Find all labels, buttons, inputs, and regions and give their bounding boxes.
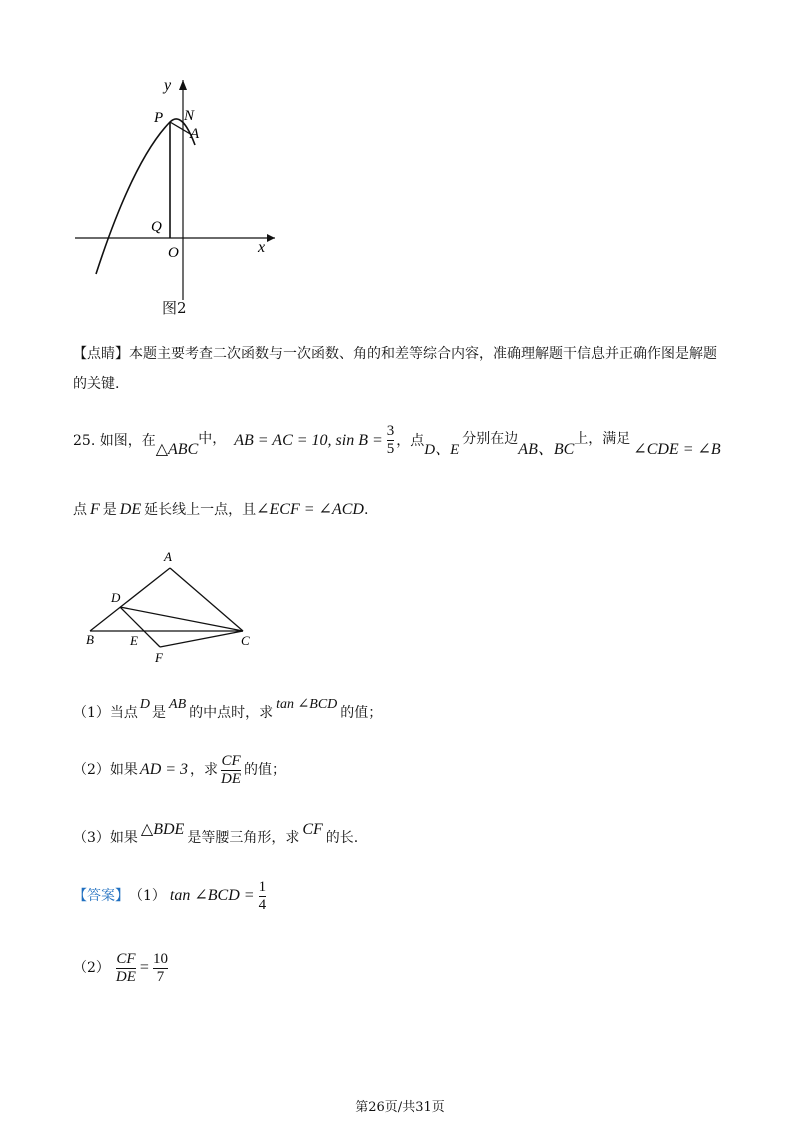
label-x: x [258,239,266,256]
label-b: B [86,632,94,647]
x-axis-arrow [267,234,275,242]
a2-left-numerator: CF [116,950,136,967]
text-extension: 延长线上一点，且 [144,502,257,518]
a1-expr: tan ∠BCD = [169,887,255,904]
label-c: C [241,633,250,648]
text-shang: 上，满足 [574,430,631,447]
q1-text-d: 的值； [340,705,383,721]
a2-right-denominator: 7 [156,968,165,985]
q1-tan-expr: tan ∠BCD [276,697,338,712]
a1-numerator: 1 [258,878,267,895]
problem-25-line-2 [73,500,368,520]
q3-triangle-bde: △BDE [140,821,185,838]
parabola-curve [96,119,195,274]
sin-denominator: 5 [386,441,395,457]
q1-point-d: D [139,697,151,712]
a2-left-fraction [116,951,136,986]
segment-de: DE [119,501,142,518]
q2-text-c: 的值； [244,762,287,778]
a2-left-denominator: DE [115,968,136,985]
sin-numerator: 3 [386,423,395,439]
answer-1 [73,876,266,916]
text-zhong: 中， [198,430,227,447]
angle-ecf-acd: ∠ECF = ∠ACD [256,501,364,518]
figure-2-parabola-graph [60,60,300,330]
figure-2-caption: 图2 [162,299,187,317]
text-period: . [363,502,369,518]
label-f: F [155,650,163,665]
triangle-abc: △ABC [155,440,199,458]
label-e: E [130,633,138,648]
page-footer: 第26页/共31页 [355,1100,445,1115]
q2-condition: AD = 3 [139,761,189,778]
problem-number: 25. 如图，在 [73,432,156,449]
label-d: D [111,590,121,605]
label-q: Q [151,219,162,235]
triangle-figure [80,545,270,670]
a1-label: （1） [129,888,166,904]
sides-ab-bc: AB、BC [518,440,575,458]
a2-equals: = [139,959,149,976]
label-o: O [168,245,179,261]
q3-text-c: 的长. [325,830,359,846]
q2-numerator: CF [221,752,241,769]
comment-line-1 [73,344,717,364]
label-p: P [154,110,164,126]
given-condition: AB = AC = 10, sin B = [234,431,383,449]
segment-dc [120,607,243,631]
a1-fraction [259,879,267,914]
a2-right-numerator: 10 [152,950,168,967]
point-f: F [90,501,100,518]
q1-text-b: 是 [152,705,167,721]
text-fenbie: 分别在边 [462,430,519,447]
side-ac [170,568,243,631]
label-n: N [184,108,195,124]
comment-text-1: 本题主要考查二次函数与一次函数、角的和差等综合内容，准确理解题干信息并正确作图是解题 [129,346,717,362]
segment-fc [160,631,243,647]
problem-25-line-1 [73,423,721,458]
y-axis-arrow [179,80,187,90]
q3-text-b: 是等腰三角形，求 [187,830,300,846]
side-ab [90,568,170,631]
a2-label: （2） [73,960,110,976]
text-dian: ，点 [396,432,425,449]
angle-condition: ∠CDE = ∠B [633,440,721,458]
a1-denominator: 4 [258,896,267,913]
label-y: y [164,77,172,94]
q1-segment-ab: AB [169,697,187,712]
question-2 [73,748,286,792]
q1-text-c: 的中点时，求 [189,705,274,721]
q3-segment-cf: CF [302,821,323,838]
question-1 [73,695,383,721]
a2-right-fraction [153,951,168,986]
sin-b-fraction [387,423,395,458]
q3-text-a: （3）如果 [73,830,138,846]
q1-text-a: （1）当点 [73,705,138,721]
q2-fraction [221,753,241,788]
text-dian-2: 点 [73,502,87,518]
q2-denominator: DE [221,770,242,787]
comment-line-2: 的关键. [73,376,120,392]
q2-text-b: ，求 [190,762,219,778]
q2-text-a: （2）如果 [73,762,138,778]
answer-2 [73,948,168,988]
label-a: A [190,126,200,142]
question-3 [73,820,359,846]
text-shi: 是 [102,502,117,518]
label-a: A [164,549,172,564]
points-de: D、E [424,441,460,458]
answer-tag: 【答案】 [73,888,129,904]
comment-tag: 【点睛】 [73,346,129,362]
